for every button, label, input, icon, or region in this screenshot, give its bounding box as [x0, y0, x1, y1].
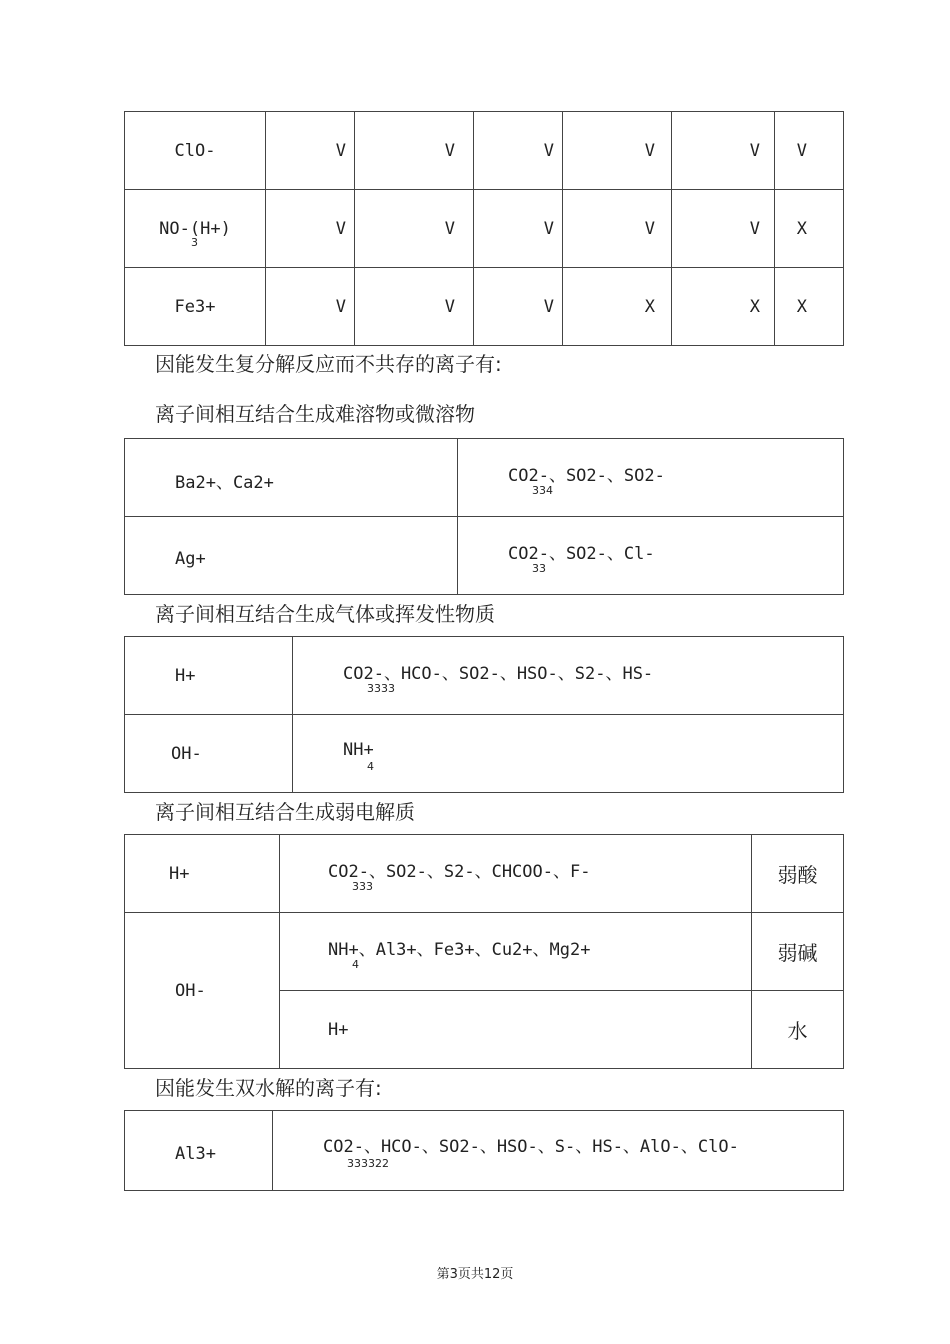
- subscript-line: 333: [352, 880, 373, 893]
- table-cell: V: [266, 112, 355, 190]
- table-cell: V: [563, 112, 672, 190]
- cation-cell: Ag+: [125, 517, 458, 595]
- weak-electrolyte-table: [124, 834, 844, 1069]
- subscript-line: 333322: [347, 1157, 389, 1170]
- ion-label: [125, 190, 266, 268]
- anion-text: CO2-、HCO-、SO2-、HSO-、S2-、HS-: [343, 664, 654, 684]
- table-cell: V: [355, 190, 474, 268]
- cation-cell: Ba2+、Ca2+: [125, 439, 458, 517]
- anion-cell: [280, 835, 752, 913]
- anion-cell: [458, 517, 844, 595]
- table-row: [125, 190, 844, 268]
- table-cell: X: [563, 268, 672, 346]
- table-cell: V: [672, 112, 775, 190]
- anion-text: CO2-、HCO-、SO2-、HSO-、S-、HS-、AlO-、ClO-: [323, 1137, 739, 1157]
- cation-cell: [280, 913, 752, 991]
- section-heading: 因能发生双水解的离子有:: [155, 1076, 382, 1100]
- table-row: [125, 439, 844, 517]
- product-type: 弱碱: [752, 913, 844, 991]
- table-row: [125, 1111, 844, 1191]
- table-cell: X: [775, 268, 844, 346]
- anion-cell: [458, 439, 844, 517]
- product-type: 弱酸: [752, 835, 844, 913]
- cation-text: NH+、Al3+、Fe3+、Cu2+、Mg2+: [328, 940, 591, 960]
- table-cell: V: [266, 268, 355, 346]
- subscript-line: 3: [191, 236, 198, 249]
- subscript-line: 4: [367, 760, 374, 773]
- anion-text: CO2-、SO2-、Cl-: [508, 544, 655, 564]
- gas-table: [124, 636, 844, 793]
- table-row: [125, 913, 844, 991]
- double-hydrolysis-table: [124, 1110, 844, 1191]
- table-cell: V: [355, 268, 474, 346]
- section-heading: 离子间相互结合生成难溶物或微溶物: [155, 402, 475, 426]
- table-row: [125, 637, 844, 715]
- ion-cell: H+: [125, 637, 293, 715]
- ion-text: NO-(H+): [159, 218, 231, 239]
- ion-label: Fe3+: [125, 268, 266, 346]
- ion-label: ClO-: [125, 112, 266, 190]
- table-cell: V: [474, 112, 563, 190]
- anion-text: CO2-、SO2-、SO2-: [508, 466, 665, 486]
- anion-cell: [293, 715, 844, 793]
- anion-cell: [293, 637, 844, 715]
- table-cell: V: [474, 268, 563, 346]
- ion-cell: OH-: [125, 715, 293, 793]
- table-cell: V: [563, 190, 672, 268]
- product-type: 水: [752, 991, 844, 1069]
- table-row: [125, 835, 844, 913]
- ion-cell: OH-: [125, 913, 280, 1069]
- anion-text: CO2-、SO2-、S2-、CHCOO-、F-: [328, 862, 591, 882]
- table-cell: X: [775, 190, 844, 268]
- cation-cell: H+: [280, 991, 752, 1069]
- anion-text: NH+: [343, 739, 374, 760]
- subscript-line: 4: [352, 958, 359, 971]
- ion-cell: Al3+: [125, 1111, 273, 1191]
- section-heading: 离子间相互结合生成弱电解质: [155, 800, 415, 824]
- table-cell: V: [775, 112, 844, 190]
- table-row: [125, 517, 844, 595]
- subscript-line: 3333: [367, 682, 395, 695]
- table-row: [125, 112, 844, 190]
- page-footer: 第3页共12页: [436, 1267, 514, 1282]
- subscript-line: 334: [532, 484, 553, 497]
- anion-cell: [273, 1111, 844, 1191]
- section-heading: 因能发生复分解反应而不共存的离子有:: [155, 352, 502, 376]
- table-cell: X: [672, 268, 775, 346]
- ion-cell: H+: [125, 835, 280, 913]
- table-row: [125, 268, 844, 346]
- table-cell: V: [266, 190, 355, 268]
- table-cell: V: [672, 190, 775, 268]
- precipitate-table: [124, 438, 844, 595]
- table-cell: V: [474, 190, 563, 268]
- subscript-line: 33: [532, 562, 546, 575]
- table-cell: V: [355, 112, 474, 190]
- compatibility-table: [124, 111, 844, 346]
- table-row: [125, 715, 844, 793]
- section-heading: 离子间相互结合生成气体或挥发性物质: [155, 602, 495, 626]
